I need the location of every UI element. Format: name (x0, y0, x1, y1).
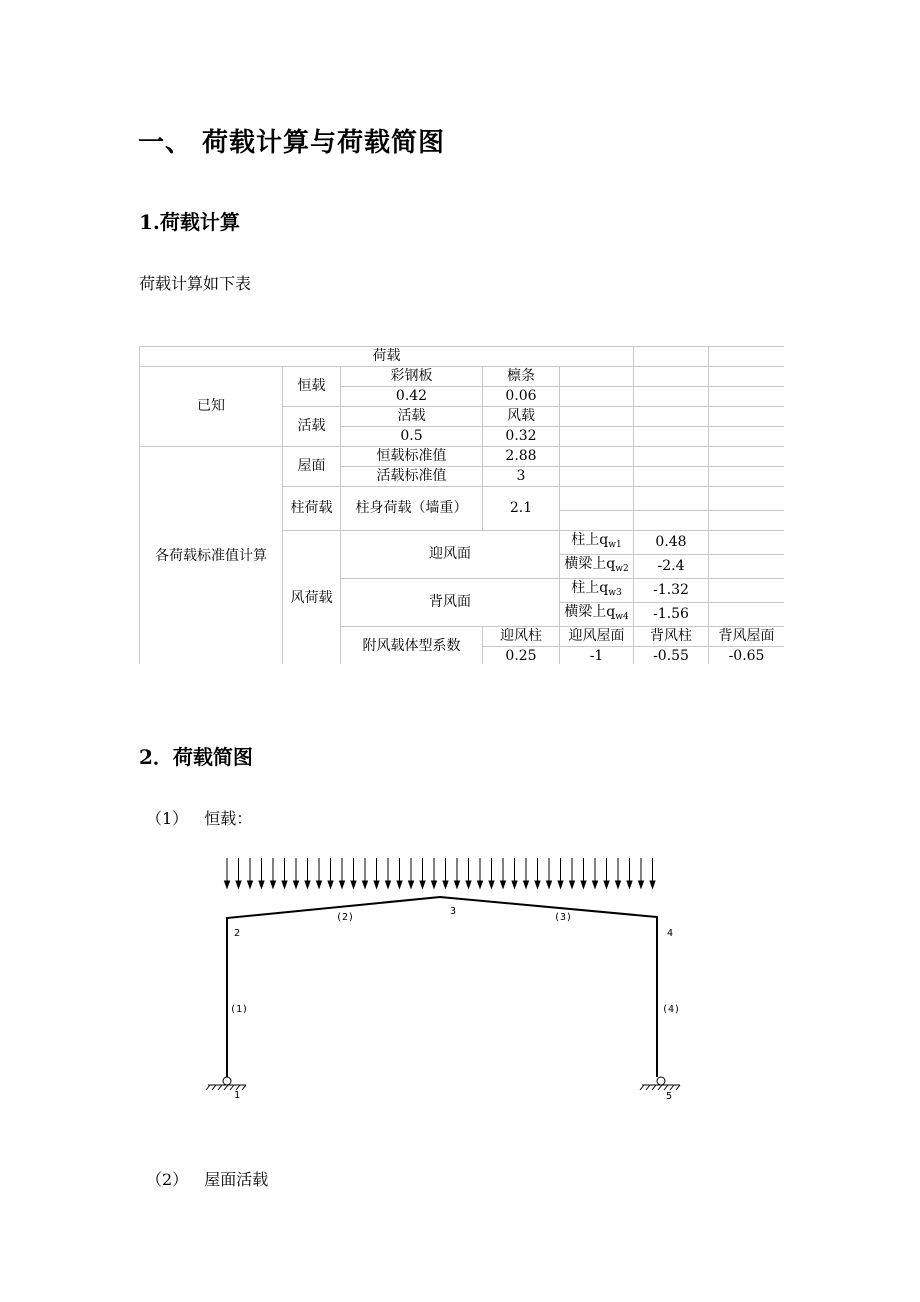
empty-cell (709, 579, 784, 603)
empty-cell (709, 531, 784, 555)
empty-cell (634, 511, 709, 531)
empty-cell (709, 487, 784, 511)
item-label: 屋面活载 (204, 1170, 269, 1189)
table-cell: -1 (560, 647, 634, 665)
table-cell: -0.65 (709, 647, 784, 665)
load-arrow-head (616, 881, 621, 888)
load-arrow-head (225, 881, 230, 888)
frame-members (227, 897, 657, 1077)
table-cell: 迎风屋面 (560, 627, 634, 647)
cell-text: 柱上q (571, 579, 609, 596)
load-arrow-head (305, 881, 310, 888)
empty-cell (560, 447, 634, 467)
subscript: w4 (615, 611, 629, 622)
section-heading: 一、 荷载计算与荷载简图 (138, 128, 446, 158)
load-arrow-head (627, 881, 632, 888)
cell-text: 横梁上q (564, 603, 616, 620)
intro-text: 荷载计算如下表 (139, 274, 252, 293)
cell-text: 柱上q (571, 531, 609, 548)
table-cell (560, 579, 634, 603)
load-arrow-head (604, 881, 609, 888)
uniform-load-arrows (225, 858, 656, 888)
load-arrow-head (512, 881, 517, 888)
empty-cell (634, 467, 709, 487)
standard-values-label: 各荷载标准值计算 (140, 447, 283, 665)
table-cell (560, 555, 634, 579)
portal-frame (227, 897, 657, 1077)
load-arrow-head (363, 881, 368, 888)
table-cell: -1.32 (634, 579, 709, 603)
table-cell: 0.32 (483, 427, 560, 447)
table-cell: 3 (483, 467, 560, 487)
load-arrow-head (248, 881, 253, 888)
empty-cell (709, 555, 784, 579)
load-arrow-head (271, 881, 276, 888)
empty-cell (634, 407, 709, 427)
empty-cell (560, 511, 634, 531)
load-arrow-head (236, 881, 241, 888)
load-arrow-head (397, 881, 402, 888)
load-arrow-head (328, 881, 333, 888)
table-title: 荷载 (140, 347, 634, 367)
load-arrow-head (478, 881, 483, 888)
empty-cell (634, 427, 709, 447)
load-arrow-head (650, 881, 655, 888)
empty-cell (560, 487, 634, 511)
load-arrow-head (455, 881, 460, 888)
empty-cell (634, 387, 709, 407)
empty-cell (709, 603, 784, 627)
load-arrow-head (466, 881, 471, 888)
table-cell: 0.25 (483, 647, 560, 665)
empty-cell (560, 387, 634, 407)
empty-cell (634, 487, 709, 511)
subsection-title-load-calc: 1.荷载计算 (139, 210, 240, 234)
member-label-1: (1) (230, 1004, 249, 1015)
empty-cell (634, 367, 709, 387)
table-cell: -0.55 (634, 647, 709, 665)
leeward-label: 背风面 (341, 579, 560, 627)
load-arrow-head (259, 881, 264, 888)
live-load-label: 活载 (283, 407, 341, 447)
load-arrow-head (524, 881, 529, 888)
load-arrow-head (351, 881, 356, 888)
load-arrow-head (639, 881, 644, 888)
load-arrow-head (570, 881, 575, 888)
load-arrow-head (535, 881, 540, 888)
table-cell: 0.48 (634, 531, 709, 555)
windward-label: 迎风面 (341, 531, 560, 579)
load-table (139, 346, 784, 664)
pin-support-right (640, 1077, 680, 1090)
node-label-1: 1 (234, 1090, 241, 1101)
empty-cell (709, 347, 784, 367)
node-label-4: 4 (667, 928, 674, 939)
ground-hatch (640, 1085, 680, 1090)
empty-cell (709, 467, 784, 487)
load-arrow-head (547, 881, 552, 888)
roof-live-load-caption (146, 1167, 268, 1190)
load-arrow-head (558, 881, 563, 888)
table-cell: 风载 (483, 407, 560, 427)
subsection-title-load-diagram: 2．荷载简图 (139, 745, 253, 769)
load-arrow-head (340, 881, 345, 888)
empty-cell (709, 367, 784, 387)
table-cell: 柱身荷载（墙重） (341, 487, 483, 531)
roof-label: 屋面 (283, 447, 341, 487)
pin-icon (223, 1077, 231, 1085)
table-cell: 0.5 (341, 427, 483, 447)
member-label-2: (2) (336, 912, 355, 923)
empty-cell (634, 447, 709, 467)
load-arrow-head (374, 881, 379, 888)
table-cell: 活载 (341, 407, 483, 427)
table-cell (560, 603, 634, 627)
empty-cell (634, 347, 709, 367)
table-cell: 背风屋面 (709, 627, 784, 647)
empty-cell (560, 467, 634, 487)
table-cell: 2.1 (483, 487, 560, 531)
subscript: w3 (608, 587, 622, 598)
column-load-label: 柱荷载 (283, 487, 341, 531)
table-cell: 檩条 (483, 367, 560, 387)
load-arrow-head (501, 881, 506, 888)
table-cell: 恒载标准值 (341, 447, 483, 467)
dead-load-label: 恒载 (283, 367, 341, 407)
table-cell: 2.88 (483, 447, 560, 467)
empty-cell (560, 427, 634, 447)
table-cell: 0.06 (483, 387, 560, 407)
empty-cell (709, 427, 784, 447)
frame-load-diagram (190, 848, 710, 1108)
node-label-2: 2 (234, 928, 241, 939)
table-cell: 彩钢板 (341, 367, 483, 387)
empty-cell (709, 511, 784, 531)
load-arrow-head (317, 881, 322, 888)
load-arrow-head (593, 881, 598, 888)
load-arrow-head (420, 881, 425, 888)
member-label-4: (4) (662, 1004, 681, 1015)
wind-load-label: 风荷载 (283, 531, 341, 665)
empty-cell (560, 367, 634, 387)
table-cell: 活载标准值 (341, 467, 483, 487)
item-number: （1） (146, 809, 189, 828)
load-arrow-head (443, 881, 448, 888)
table-cell (560, 531, 634, 555)
pin-icon (657, 1077, 665, 1085)
table-cell: 0.42 (341, 387, 483, 407)
load-arrow-head (386, 881, 391, 888)
empty-cell (709, 407, 784, 427)
cell-text: 横梁上q (564, 555, 616, 572)
item-label: 恒载： (204, 809, 253, 828)
subscript: w1 (608, 539, 622, 550)
shape-coefficient-label: 附风载体型系数 (341, 627, 483, 665)
load-arrow-head (581, 881, 586, 888)
load-arrow-head (489, 881, 494, 888)
item-number: （2） (146, 1170, 189, 1189)
node-label-5: 5 (666, 1091, 673, 1102)
empty-cell (560, 407, 634, 427)
table-cell: 迎风柱 (483, 627, 560, 647)
load-arrow-head (409, 881, 414, 888)
table-cell: 背风柱 (634, 627, 709, 647)
subscript: w2 (615, 563, 629, 574)
load-arrow-head (432, 881, 437, 888)
empty-cell (709, 447, 784, 467)
pin-support-left (206, 1077, 246, 1090)
known-label: 已知 (140, 367, 283, 447)
table-cell: -1.56 (634, 603, 709, 627)
dead-load-caption (146, 806, 252, 829)
table-cell: -2.4 (634, 555, 709, 579)
member-label-3: (3) (554, 912, 573, 923)
node-label-3: 3 (450, 906, 457, 917)
empty-cell (709, 387, 784, 407)
load-arrow-head (294, 881, 299, 888)
load-arrow-head (282, 881, 287, 888)
